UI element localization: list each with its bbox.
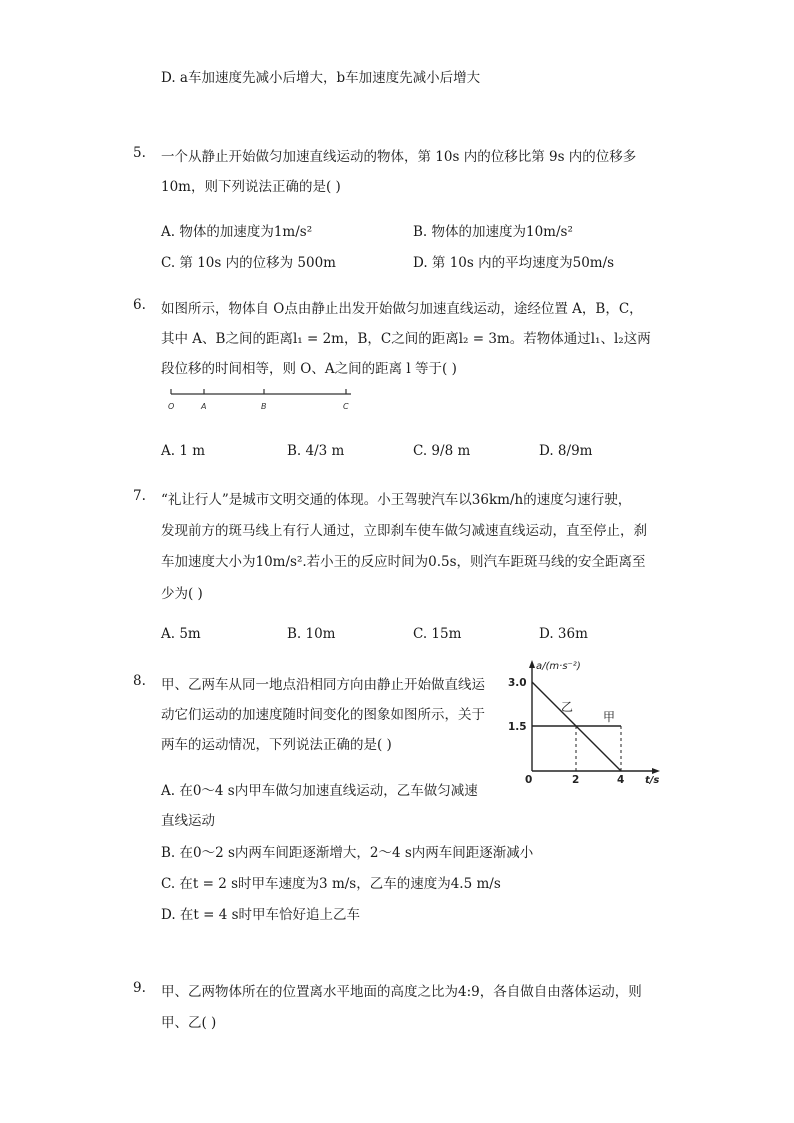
q6-option-a: A. 1 m <box>161 443 206 459</box>
q8-x-tick-4: 4 <box>617 774 625 786</box>
q8-x-tick-0: 0 <box>525 774 533 786</box>
q8-y-tick-3: 3.0 <box>508 677 527 689</box>
q8-acceleration-graph <box>505 655 675 790</box>
q6-label-b: B <box>261 402 267 411</box>
q6-line-diagram <box>165 385 360 417</box>
q5-stem-line2: 10m，则下列说法正确的是( ) <box>161 179 341 195</box>
q8-x-arrow <box>652 768 660 774</box>
q8-stem-line1: 甲、乙两车从同一地点沿相同方向由静止开始做直线运 <box>161 677 485 693</box>
q8-option-a-line1: A. 在0～4 s内甲车做匀加速直线运动，乙车做匀减速 <box>161 783 478 799</box>
q7-number: 7. <box>133 488 146 504</box>
q8-option-d: D. 在t = 4 s时甲车恰好追上乙车 <box>161 907 361 923</box>
q7-stem-line4: 少为( ) <box>161 586 203 602</box>
q8-y-label: a/(m·s⁻²) <box>536 661 581 672</box>
q8-option-c: C. 在t = 2 s时甲车速度为3 m/s，乙车的速度为4.5 m/s <box>161 876 501 892</box>
q5-option-a: A. 物体的加速度为1m/s² <box>161 224 313 240</box>
q6-option-d: D. 8/9m <box>539 443 593 459</box>
q5-number: 5. <box>133 145 146 161</box>
q6-label-a: A <box>201 402 207 411</box>
q8-stem-line2: 动它们运动的加速度随时间变化的图象如图所示，关于 <box>161 707 485 723</box>
q8-label-jia: 甲 <box>603 710 616 724</box>
q8-label-yi: 乙 <box>561 700 574 714</box>
q8-y-tick-1-5: 1.5 <box>508 721 527 733</box>
q5-option-d: D. 第 10s 内的平均速度为50m/s <box>413 255 615 271</box>
q6-option-b: B. 4/3 m <box>287 443 345 459</box>
q7-option-d: D. 36m <box>539 626 588 642</box>
q8-number: 8. <box>133 673 146 689</box>
q6-stem-line3: 段位移的时间相等，则 O、A之间的距离 l 等于( ) <box>161 361 457 377</box>
q9-stem-line1: 甲、乙两物体所在的位置离水平地面的高度之比为4:9，各自做自由落体运动，则 <box>161 984 642 1000</box>
q7-stem-line3: 车加速度大小为10m/s².若小王的反应时间为0.5s，则汽车距斑马线的安全距离至 <box>161 554 646 570</box>
q8-stem-line3: 两车的运动情况，下列说法正确的是( ) <box>161 737 392 753</box>
q7-option-c: C. 15m <box>413 626 462 642</box>
q6-stem-line1: 如图所示，物体自 O点由静止出发开始做匀加速直线运动，途经位置 A，B，C， <box>161 301 643 317</box>
q6-number: 6. <box>133 297 146 313</box>
q9-number: 9. <box>133 980 146 996</box>
q9-stem-line2: 甲、乙( ) <box>161 1015 217 1031</box>
q8-option-b: B. 在0～2 s内两车间距逐渐增大，2～4 s内两车间距逐渐减小 <box>161 845 534 861</box>
q8-x-tick-2: 2 <box>572 774 580 786</box>
q5-option-b: B. 物体的加速度为10m/s² <box>413 224 573 240</box>
q8-x-label: t/s <box>645 775 660 786</box>
q6-label-c: C <box>343 402 349 411</box>
q8-option-a-line2: 直线运动 <box>161 813 215 829</box>
q8-y-arrow <box>529 660 535 668</box>
q7-stem-line1: “礼让行人”是城市文明交通的体现。小王驾驶汽车以36km/h的速度匀速行驶， <box>161 492 632 508</box>
q7-option-a: A. 5m <box>161 626 201 642</box>
q7-stem-line2: 发现前方的斑马线上有行人通过，立即刹车使车做匀减速直线运动，直至停止，刹 <box>161 523 647 539</box>
q4-option-d: D. a车加速度先减小后增大，b车加速度先减小后增大 <box>161 70 481 86</box>
q5-option-c: C. 第 10s 内的位移为 500m <box>161 255 336 271</box>
q5-stem-line1: 一个从静止开始做匀加速直线运动的物体，第 10s 内的位移比第 9s 内的位移多 <box>161 149 637 165</box>
q6-option-c: C. 9/8 m <box>413 443 471 459</box>
q7-option-b: B. 10m <box>287 626 336 642</box>
q6-label-o: O <box>168 402 175 411</box>
q6-stem-line2: 其中 A、B之间的距离l₁ = 2m，B，C之间的距离l₂ = 3m。若物体通过l₁、l₂这两 <box>161 331 651 347</box>
